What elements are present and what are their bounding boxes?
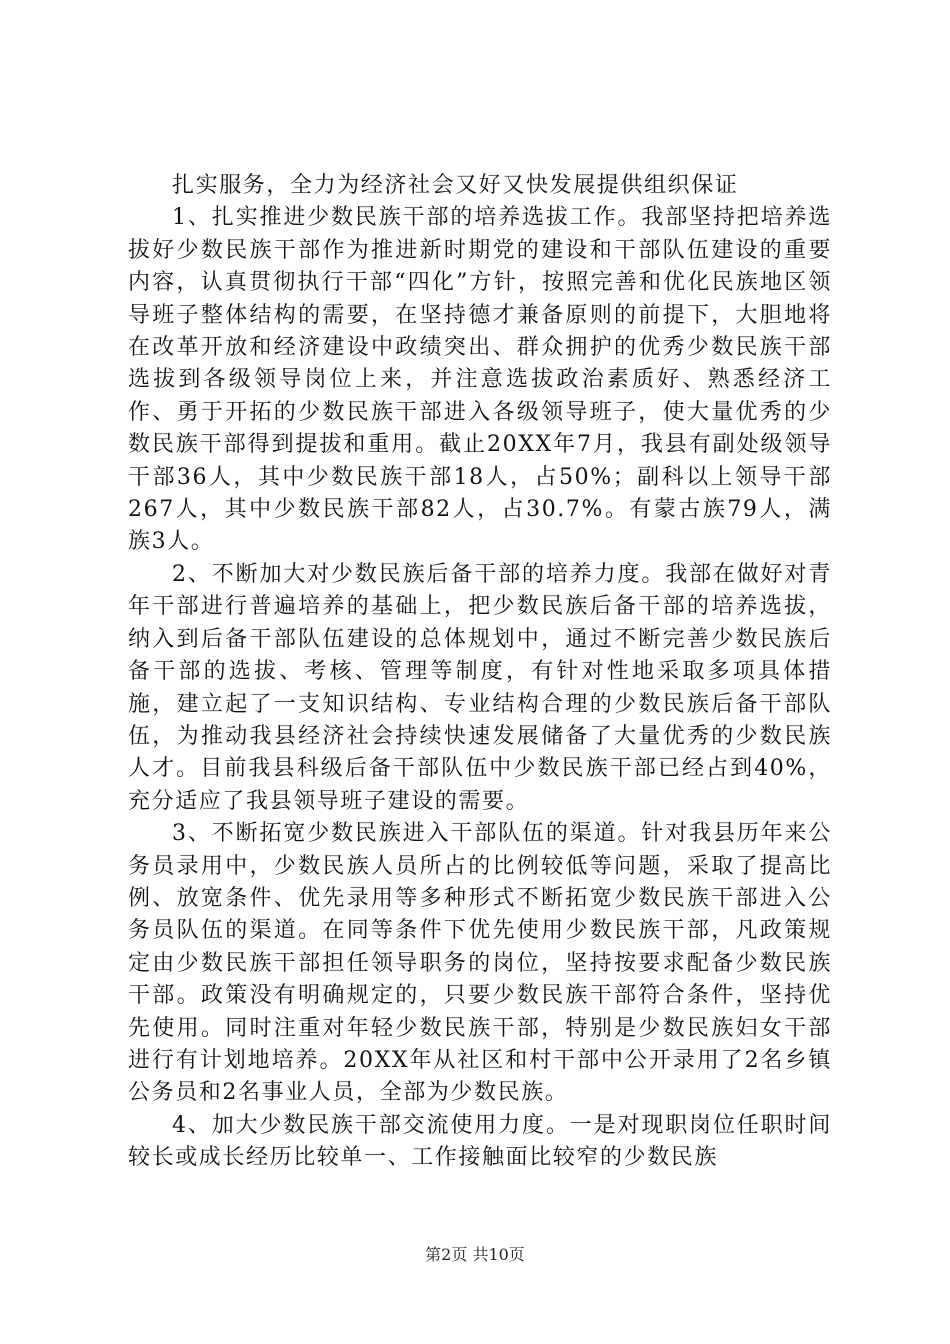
paragraph-4: 4、加大少数民族干部交流使用力度。一是对现职岗位任职时间较长或成长经历比较单一、工作接触面比较窄的少数民族 (128, 1112, 832, 1171)
document-body (128, 170, 832, 1175)
paragraph-3: 3、不断拓宽少数民族进入干部队伍的渠道。针对我县历年来公务员录用中，少数民族人员所占的比例较低等问题，采取了提高比例、放宽条件、优先录用等多种形式不断拓宽少数民族干部进入公务员队伍的渠道。在同等条件下优先使用少数民族干部，凡政策规定由少数民族干部担任领导职务的岗位，坚持按要求配备少数民族干部。政策没有明确规定的，只要少数民族干部符合条件，坚持优先使用。同时注重对年轻少数民族干部，特别是少数民族妇女干部进行有计划地培养。20XX年从社区和村干部中公开录用了2名乡镇公务员和2名事业人员，全部为少数民族。 (128, 821, 832, 1106)
paragraph-2: 2、不断加大对少数民族后备干部的培养力度。我部在做好对青年干部进行普遍培养的基础上，把少数民族后备干部的培养选拔，纳入到后备干部队伍建设的总体规划中，通过不断完善少数民族后备干部的选拔、考核、管理等制度，有针对性地采取多项具体措施，建立起了一支知识结构、专业结构合理的少数民族后备干部队伍，为推动我县经济社会持续快速发展储备了大量优秀的少数民族人才。目前我县科级后备干部队伍中少数民族干部已经占到40%，充分适应了我县领导班子建设的需要。 (128, 561, 832, 814)
document-title: 扎实服务，全力为经济社会又好又快发展提供组织保证 (172, 173, 739, 198)
page-number-footer: 第2页 共10页 (425, 1245, 525, 1264)
paragraph-1: 1、扎实推进少数民族干部的培养选拔工作。我部坚持把培养选拔好少数民族干部作为推进新时期党的建设和干部队伍建设的重要内容，认真贯彻执行干部“四化”方针，按照完善和优化民族地区领导班子整体结构的需要，在坚持德才兼备原则的前提下，大胆地将在改革开放和经济建设中政绩突出、群众拥护的优秀少数民族干部选拔到各级领导岗位上来，并注意选拔政治素质好、熟悉经济工作、勇于开拓的少数民族干部进入各级领导班子，使大量优秀的少数民族干部得到提拔和重用。截止20XX年7月，我县有副处级领导干部36人，其中少数民族干部18人，占50%；副科以上领导干部267人，其中少数民族干部82人，占30.7%。有蒙古族79人，满族3人。 (128, 205, 832, 555)
